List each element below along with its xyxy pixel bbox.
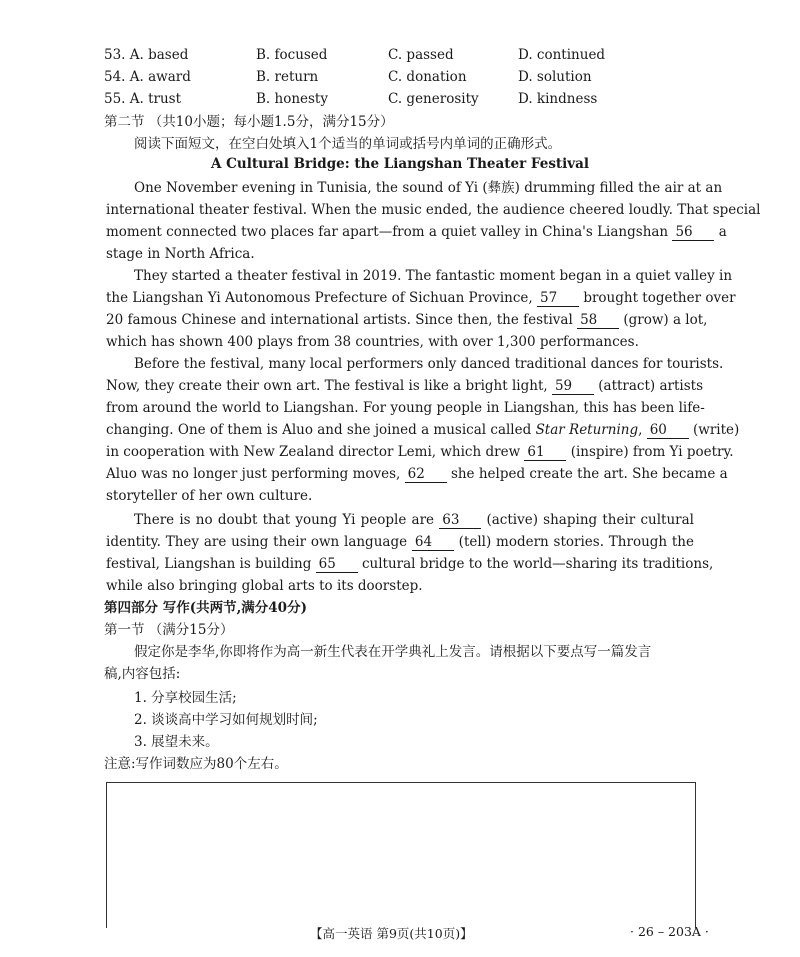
option-b: B. return [256,69,319,85]
passage-line: Before the festival, many local performers only danced traditional dances for tourists. [134,356,724,372]
option-a: 53. A. based [104,47,189,63]
word-count-note: 注意:写作词数应为80个左右。 [104,756,288,772]
passage-line: moment connected two places far apart—from a quiet valley in China's Liangshan 56 a [106,224,727,240]
option-b: B. honesty [256,91,328,107]
passage-line: international theater festival. When the music ended, the audience cheered loudly. That special [106,202,761,218]
musical-title: Star Returning [535,422,639,438]
blank-64[interactable]: 64 [412,535,454,551]
blank-60[interactable]: 60 [647,423,689,439]
passage-line: stage in North Africa. [106,246,255,262]
passage-line: identity. They are using their own language 64 (tell) modern stories. Through the [106,534,694,550]
blank-62[interactable]: 62 [405,467,447,483]
passage-title: A Cultural Bridge: the Liangshan Theater Festival [211,156,589,172]
option-c: C. passed [388,47,454,63]
point-item: 2. 谈谈高中学习如何规划时间; [134,712,318,728]
page-footer: 【高一英语 第9页(共10页)】 [310,926,473,941]
part-heading: 第四部分 写作(共两节,满分40分) [104,600,307,616]
point-item: 1. 分享校园生活; [134,690,237,706]
option-d: D. solution [518,69,592,85]
blank-56[interactable]: 56 [672,225,714,241]
section-heading: 第二节 （共10小题；每小题1.5分，满分15分） [104,114,394,130]
option-a: 55. A. trust [104,91,182,107]
passage-line: They started a theater festival in 2019. The fantastic moment began in a quiet valley in [134,268,733,284]
blank-65[interactable]: 65 [316,557,358,573]
passage-line: from around the world to Liangshan. For young people in Liangshan, this has been life- [106,400,705,416]
writing-prompt: 稿,内容包括: [104,666,181,682]
exam-code: · 26 – 203A · [630,924,709,939]
passage-line: Aluo was no longer just performing moves, 62 she helped create the art. She became a [106,466,728,482]
passage-line: storyteller of her own culture. [106,488,313,504]
passage-line: festival, Liangshan is building 65 cultural bridge to the world—sharing its traditions, [106,556,714,572]
option-c: C. donation [388,69,467,85]
passage-line: One November evening in Tunisia, the sound of Yi (彝族) drumming filled the air at an [134,180,723,196]
blank-59[interactable]: 59 [552,379,594,395]
passage-line: in cooperation with New Zealand director Lemi, which drew 61 (inspire) from Yi poetry. [106,444,734,460]
blank-61[interactable]: 61 [524,445,566,461]
passage-line: changing. One of them is Aluo and she joined a musical called Star Returning, 60 (write) [106,422,740,438]
passage-line: while also bringing global arts to its doorstep. [106,578,423,594]
subsection-heading: 第一节 （满分15分） [104,622,234,638]
option-d: D. continued [518,47,606,63]
passage-line: which has shown 400 plays from 38 countries, with over 1,300 performances. [106,334,639,350]
option-a: 54. A. award [104,69,191,85]
section-instruction: 阅读下面短文，在空白处填入1个适当的单词或括号内单词的正确形式。 [134,136,562,152]
passage-line: Now, they create their own art. The festival is like a bright light, 59 (attract) artists [106,378,704,394]
passage-line: the Liangshan Yi Autonomous Prefecture of Sichuan Province, 57 brought together over [106,290,736,306]
point-item: 3. 展望未来。 [134,734,219,750]
option-c: C. generosity [388,91,479,107]
writing-prompt: 假定你是李华,你即将作为高一新生代表在开学典礼上发言。请根据以下要点写一篇发言 [134,644,652,660]
option-b: B. focused [256,47,328,63]
blank-58[interactable]: 58 [577,313,619,329]
passage-line: There is no doubt that young Yi people are 63 (active) shaping their cultural [134,512,694,528]
blank-63[interactable]: 63 [439,513,481,529]
passage-line: 20 famous Chinese and international artists. Since then, the festival 58 (grow) a lot, [106,312,708,328]
blank-57[interactable]: 57 [537,291,579,307]
answer-box[interactable] [106,782,696,928]
option-d: D. kindness [518,91,598,107]
